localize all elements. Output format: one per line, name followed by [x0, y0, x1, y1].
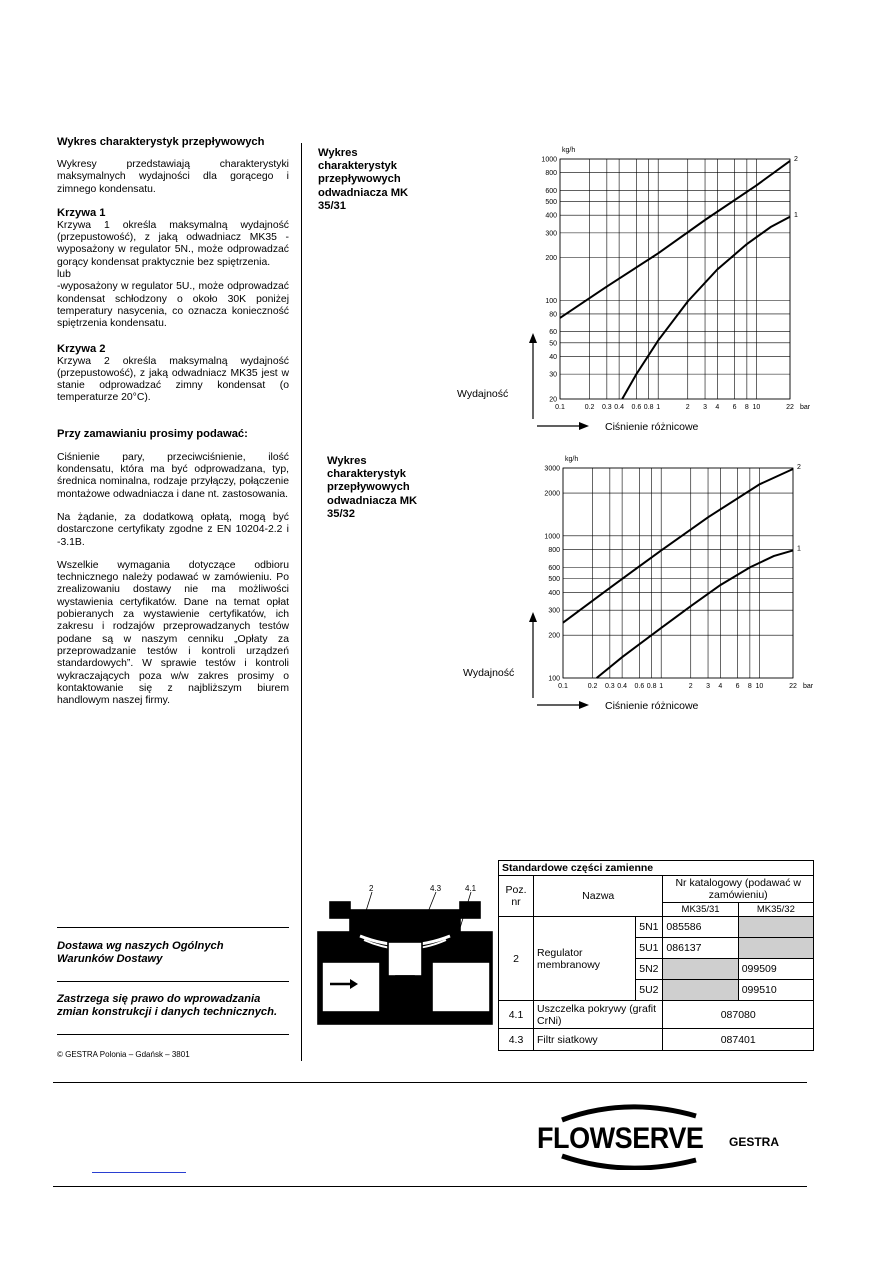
series-label-2: 2	[794, 155, 798, 163]
x-tick-label: 3	[706, 683, 710, 690]
y-tick-label: 30	[549, 371, 557, 379]
gestra-logo: GESTRA	[729, 1135, 780, 1149]
table-row-name: Filtr siatkowy	[534, 1029, 663, 1051]
x-axis-label: Ciśnienie różnicowe	[605, 700, 699, 712]
drawing-label-4-1: 4.1	[465, 884, 477, 893]
y-tick-label: 20	[549, 396, 557, 404]
x-tick-label: 0.8	[646, 683, 657, 690]
flowserve-logo: FLOWSERVE	[537, 1122, 704, 1155]
x-tick-label: 8	[747, 683, 752, 690]
table-row-poz: 4.3	[499, 1029, 534, 1051]
chart2	[455, 452, 815, 722]
chart2-title: Wykres charakterystyk przepływowych odwadniacza MK 35/32	[327, 455, 418, 520]
empty-cell	[663, 980, 738, 1001]
certificate-paragraph: Na żądanie, za dodatkową opłatą, mogą być dostarczone certyfikaty zgodne z EN 10204-2.2 i -3.1B.	[57, 511, 289, 548]
x-axis-label: Ciśnienie różnicowe	[605, 421, 699, 430]
trap-cover	[350, 910, 460, 934]
y-tick-label: 300	[545, 230, 557, 238]
curve1-or: lub	[57, 269, 71, 281]
x-tick-label: 3	[703, 404, 707, 411]
drawing-label-4-3: 4.3	[430, 884, 442, 893]
order-paragraph: Ciśnienie pary, przeciwciśnienie, ilość kondensatu, która ma być odprowadzana, typ, średnica nominalna, rodzaje przyłączy, połączenie montażowe odwadniacza i dane nt. zastosowania.	[57, 451, 289, 500]
footer-rule-top	[53, 1082, 807, 1083]
column-divider	[301, 143, 302, 1061]
y-tick-label: 2000	[544, 490, 560, 498]
regulator-type: 5N1	[636, 917, 663, 938]
x-tick-label: 0.6	[631, 404, 642, 411]
y-tick-label: 400	[545, 212, 557, 220]
y-tick-label: 40	[549, 353, 557, 361]
acceptance-paragraph: Wszelkie wymagania dotyczące odbioru technicznego należy podawać w zamówieniu. Po zrealizowaniu dostawy nie ma możliwości wystawienia certyfikatów. Dane na temat opłat pobieranych za wystawienie certyfikatów, ich zakresu i rodzajów przeprowadzanych testów podane są w naszym cenniku „Opłaty za przeprowadzanie testów i kontroli urządzeń standardowych”. W sprawie testów i kontroli wykraczających poza w/w zakres prosimy o kontaktowanie się z najbliższym biurem handlowym naszej firmy.	[57, 559, 289, 707]
curve2-paragraph: Krzywa 2 określa maksymalną wydajność (przepustowość), z jaką odwadniacz MK35 jest w stanie odprowadzać zimny kondensat (o temperaturze 20°C).	[57, 355, 289, 404]
x-tick-label: 6	[735, 683, 740, 690]
header-poz: Poz. nr	[499, 876, 534, 917]
chart1-title: Wykres charakterystyk przepływowych odwadniacza MK 35/31	[318, 147, 409, 212]
x-tick-label: 2	[688, 683, 693, 690]
catalogue-number: 086137	[663, 938, 738, 959]
divider	[57, 927, 289, 928]
left-column	[57, 136, 289, 707]
curve2-title: Krzywa 2	[57, 342, 106, 355]
y-tick-label: 600	[548, 564, 560, 572]
divider	[57, 1034, 289, 1035]
x-tick-label: 0.4	[614, 404, 624, 411]
x-tick-label: 0.8	[643, 404, 654, 411]
series-label-1: 1	[794, 211, 798, 219]
y-tick-label: 200	[548, 632, 560, 640]
catalogue-number: 087080	[663, 1001, 814, 1029]
divider	[57, 981, 289, 982]
x-arrow-head-icon	[579, 422, 589, 430]
y-tick-label: 100	[548, 675, 560, 683]
table-row-name: Regulator membranowy	[534, 917, 636, 1001]
x-tick-label: 4	[715, 404, 720, 411]
y-tick-label: 1000	[544, 533, 560, 541]
x-tick-label: 1	[656, 404, 661, 411]
curve1-paragraph-b: -wyposażony w regulator 5U., może odprowadzać kondensat schłodzony o około 30K poniżej temperatury nasycenia, co oznacza konieczność spiętrzenia kondensatu.	[57, 281, 289, 330]
y-tick-label: 1000	[541, 156, 557, 164]
paragraph-characteristics: Wykresy przedstawiają charakterystyki maksymalnych wydajności dla gorącego i zimnego kondensatu.	[57, 159, 289, 195]
y-tick-label: 60	[549, 329, 557, 337]
series-line-1	[622, 217, 790, 399]
x-unit-label: bar	[803, 683, 814, 690]
x-tick-label: 1	[659, 683, 664, 690]
x-arrow-head-icon	[579, 701, 589, 709]
footer-rule-bottom	[53, 1186, 807, 1187]
table-title: Standardowe części zamienne	[499, 861, 814, 876]
y-tick-label: 600	[545, 187, 557, 195]
x-tick-label: 0.4	[617, 683, 627, 690]
gridlines	[563, 468, 793, 678]
header-nazwa: Nazwa	[534, 876, 663, 917]
x-tick-label: 0.1	[558, 683, 568, 690]
curve1-title: Krzywa 1	[57, 206, 106, 219]
catalogue-number: 085586	[663, 917, 738, 938]
y-tick-label: 500	[545, 199, 557, 207]
y-tick-label: 80	[549, 311, 557, 319]
series-line-2	[563, 469, 793, 623]
series-label-1: 1	[797, 545, 801, 553]
copyright: © GESTRA Polonia – Gdańsk – 3801	[57, 1050, 190, 1059]
x-tick-label: 0.1	[555, 404, 565, 411]
table-row-poz: 4.1	[499, 1001, 534, 1029]
empty-cell	[738, 917, 813, 938]
regulator-type: 5N2	[636, 959, 663, 980]
y-tick-label: 3000	[544, 465, 560, 473]
x-tick-label: 22	[786, 404, 794, 411]
outlet-port	[432, 962, 490, 1012]
catalogue-number: 099509	[738, 959, 813, 980]
flowserve-swoosh-icon	[556, 1104, 706, 1170]
header-catalogue-no: Nr katalogowy (podawać w zamówieniu)	[663, 876, 814, 903]
x-tick-label: 2	[685, 404, 690, 411]
catalogue-number: 099510	[738, 980, 813, 1001]
y-tick-label: 300	[548, 607, 560, 615]
plot-frame	[563, 468, 793, 678]
x-tick-label: 0.2	[584, 404, 595, 411]
table-row-poz: 2	[499, 917, 534, 1001]
x-tick-label: 10	[752, 404, 761, 411]
x-tick-label: 0.6	[634, 683, 645, 690]
x-tick-label: 10	[755, 683, 764, 690]
y-axis-label: Wydajność	[457, 388, 509, 400]
section-title-characteristics: Wykres charakterystyk przepływowych	[57, 136, 265, 148]
x-tick-label: 0.3	[604, 683, 615, 690]
header-mk35-31: MK35/31	[663, 903, 738, 917]
y-tick-label: 200	[545, 255, 557, 263]
y-unit-label: kg/h	[562, 147, 576, 154]
delivery-note: Dostawa wg naszych Ogólnych Warunków Dostawy	[57, 940, 224, 965]
gridlines	[560, 159, 790, 399]
x-tick-label: 4	[718, 683, 723, 690]
order-title: Przy zamawianiu prosimy podawać:	[57, 427, 248, 440]
empty-cell	[663, 959, 738, 980]
membrane-regulator	[388, 942, 422, 976]
web-link-underline[interactable]	[92, 1172, 186, 1173]
empty-cell	[738, 938, 813, 959]
x-tick-label: 22	[789, 683, 797, 690]
y-tick-label: 400	[548, 589, 560, 597]
spare-parts-table	[498, 860, 814, 1051]
x-unit-label: bar	[800, 404, 811, 411]
y-arrow-head-icon	[529, 612, 537, 622]
y-tick-label: 500	[548, 576, 560, 584]
y-arrow-head-icon	[529, 333, 537, 343]
drawing-label-2: 2	[369, 884, 374, 893]
header-mk35-32: MK35/32	[738, 903, 813, 917]
regulator-type: 5U2	[636, 980, 663, 1001]
y-tick-label: 800	[548, 547, 560, 555]
curve1-paragraph-a: Krzywa 1 określa maksymalną wydajność (przepustowość), z jaką odwadniacz MK35 -wyposażony w regulator 5N., może odprowadzać gorący kondensat praktycznie bez spiętrzenia.	[57, 219, 289, 268]
y-tick-label: 100	[545, 297, 557, 305]
x-tick-label: 0.3	[601, 404, 612, 411]
x-tick-label: 8	[744, 404, 749, 411]
series-line-2	[560, 161, 790, 318]
x-tick-label: 0.2	[587, 683, 598, 690]
y-tick-label: 50	[549, 340, 557, 348]
series-label-2: 2	[797, 464, 801, 472]
catalogue-number: 087401	[663, 1029, 814, 1051]
trap-sectional-drawing	[310, 880, 500, 1030]
x-tick-label: 6	[732, 404, 737, 411]
reserve-note: Zastrzega się prawo do wprowadzania zmian konstrukcji i danych technicznych.	[57, 993, 278, 1018]
plot-frame	[560, 159, 790, 399]
regulator-type: 5U1	[636, 938, 663, 959]
y-unit-label: kg/h	[565, 456, 579, 463]
y-axis-label: Wydajność	[463, 667, 515, 679]
chart1	[455, 140, 815, 430]
series-line-1	[597, 550, 793, 678]
table-row-name: Uszczelka pokrywy (grafit CrNi)	[534, 1001, 663, 1029]
y-tick-label: 800	[545, 170, 557, 178]
